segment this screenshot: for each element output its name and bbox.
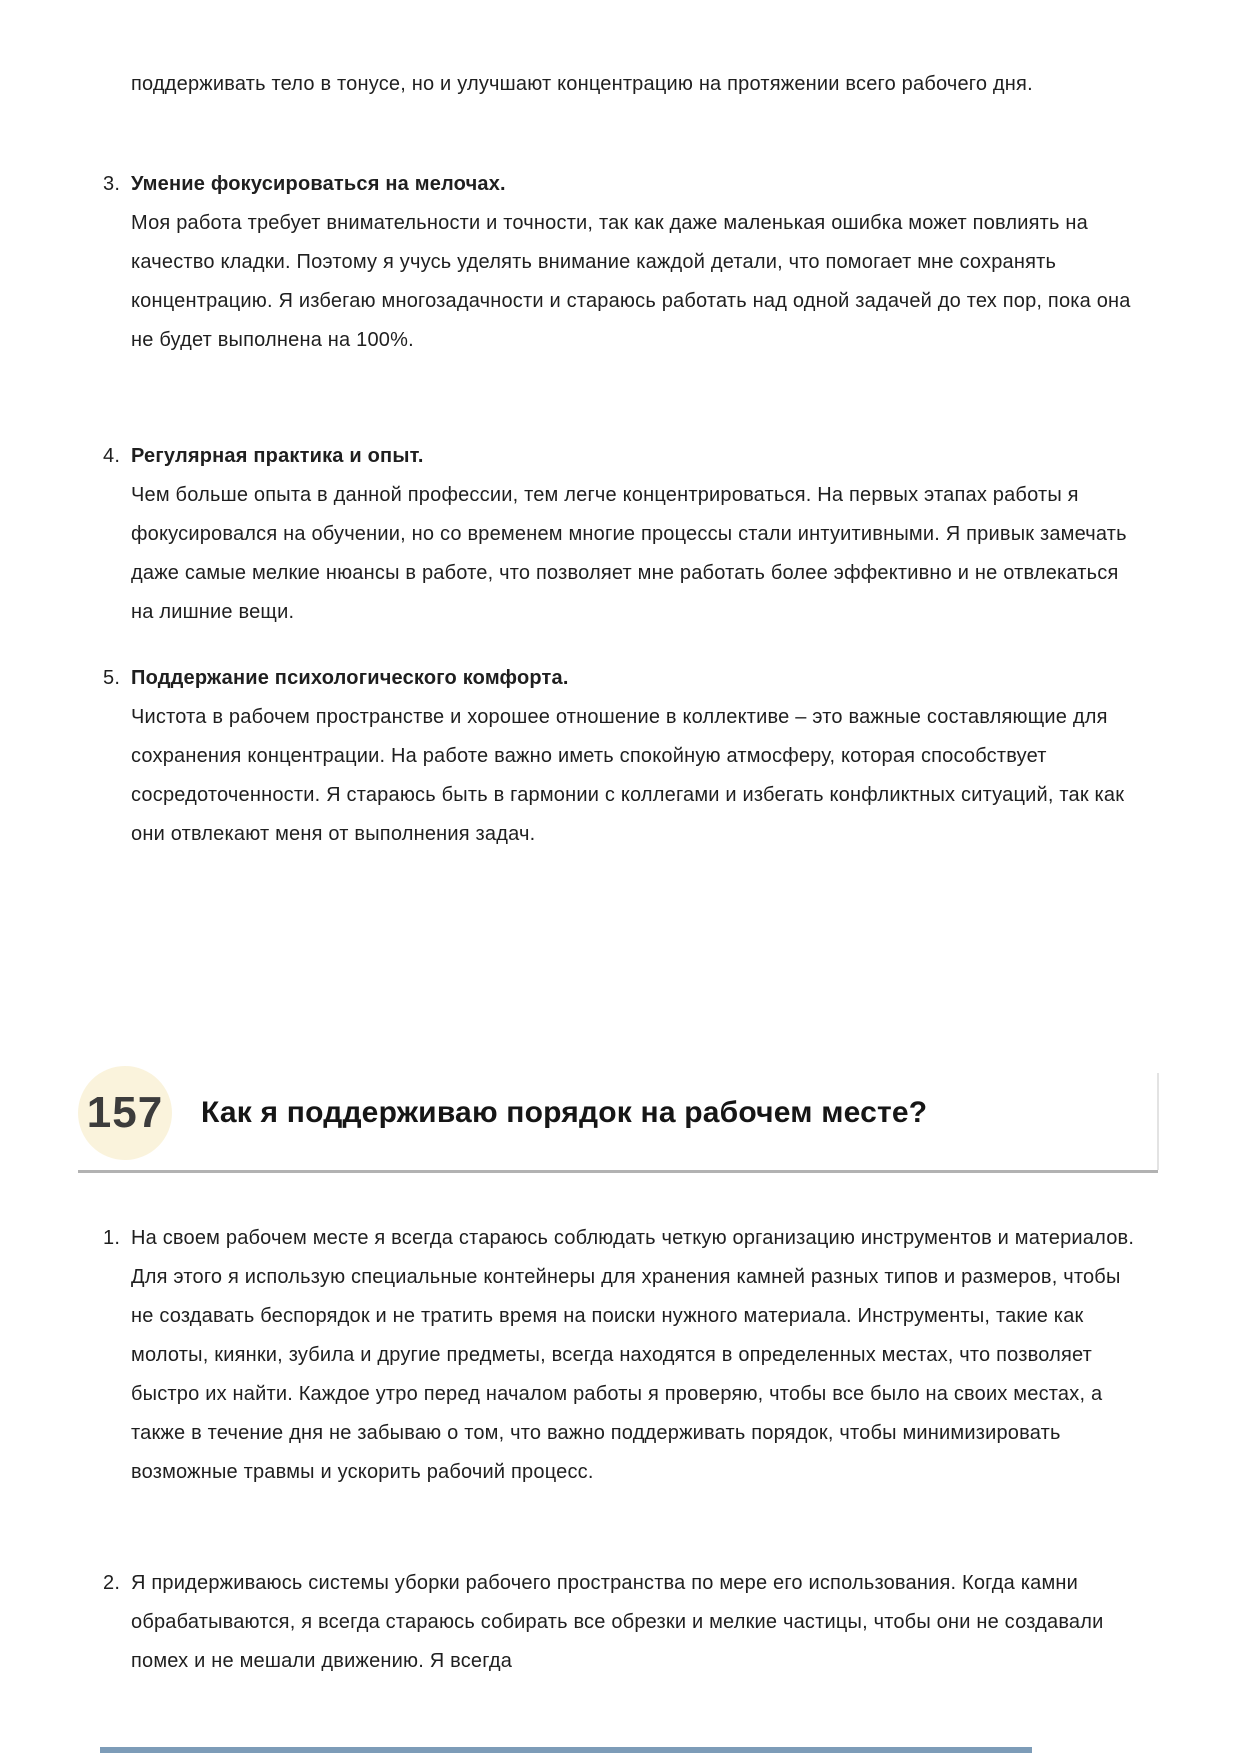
- list-item-1-number: 1.: [103, 1227, 121, 1249]
- list-item-2-line: [103, 1564, 1136, 1681]
- list-item-3-body: Моя работа требует внимательности и точности, так как даже маленькая ошибка может повлиять на качество кладки. Поэтому я учусь уделять внимание каждой детали, что помогает мне сохранять концентрацию. Я избегаю многозадачности и стараюсь работать над одной задачей до тех пор, пока она не будет выполнена на 100%.: [131, 212, 1131, 351]
- list-item-1-line: [103, 1219, 1136, 1492]
- list-item-4-number: 4.: [103, 445, 121, 467]
- list-item-4-body: Чем больше опыта в данной профессии, тем легче концентрироваться. На первых этапах работы я фокусировался на обучении, но со временем многие процессы стали интуитивными. Я привык замечать даже самые мелкие нюансы в работе, что позволяет мне работать более эффективно и не отвлекаться на лишние вещи.: [131, 484, 1127, 623]
- list-item-3: [103, 165, 1136, 360]
- section-title: Как я поддерживаю порядок на рабочем месте?: [201, 1096, 928, 1129]
- paragraph-continuation: поддерживать тело в тонусе, но и улучшают концентрацию на протяжении всего рабочего дня.: [131, 73, 1033, 95]
- list-item-5-heading: Поддержание психологического комфорта.: [131, 667, 569, 689]
- list-item-5: [103, 659, 1136, 854]
- list-item-4-heading-line: [103, 437, 1136, 476]
- content-edge-line: [1157, 1073, 1159, 1170]
- list-item-4-heading: Регулярная практика и опыт.: [131, 445, 424, 467]
- list-item-2-number: 2.: [103, 1572, 121, 1594]
- section-header: [78, 1066, 927, 1160]
- list-item-1: [103, 1219, 1136, 1492]
- list-item-3-number: 3.: [103, 173, 121, 195]
- list-item-3-heading-line: [103, 165, 1136, 204]
- question-number: 157: [86, 1088, 164, 1137]
- list-item-2: [103, 1564, 1136, 1681]
- list-item-4: [103, 437, 1136, 632]
- list-item-5-heading-line: [103, 659, 1136, 698]
- list-item-2-body: Я придерживаюсь системы уборки рабочего пространства по мере его использования. Когда камни обрабатываются, я всегда стараюсь собирать все обрезки и мелкие частицы, чтобы они не создавали помех и не мешали движению. Я всегда: [131, 1572, 1104, 1672]
- question-number-badge: [78, 1066, 172, 1160]
- bottom-partial-bar: [100, 1747, 1032, 1753]
- list-item-3-heading: Умение фокусироваться на мелочах.: [131, 173, 506, 195]
- section-divider: [78, 1170, 1158, 1173]
- list-item-5-body: Чистота в рабочем пространстве и хорошее отношение в коллективе – это важные составляющие для сохранения концентрации. На работе важно иметь спокойную атмосферу, которая способствует сосредоточенности. Я стараюсь быть в гармонии с коллегами и избегать конфликтных ситуаций, так как они отвлекают меня от выполнения задач.: [131, 706, 1125, 845]
- list-item-5-number: 5.: [103, 667, 121, 689]
- list-item-1-body: На своем рабочем месте я всегда стараюсь соблюдать четкую организацию инструментов и материалов. Для этого я использую специальные контейнеры для хранения камней разных типов и размеров, чтобы не создавать беспорядок и не тратить время на поиски нужного материала. Инструменты, такие как молоты, киянки, зубила и другие предметы, всегда находятся в определенных местах, что позволяет быстро их найти. Каждое утро перед началом работы я проверяю, чтобы все было на своих местах, а также в течение дня не забываю о том, что важно поддерживать порядок, чтобы минимизировать возможные травмы и ускорить рабочий процесс.: [131, 1227, 1135, 1483]
